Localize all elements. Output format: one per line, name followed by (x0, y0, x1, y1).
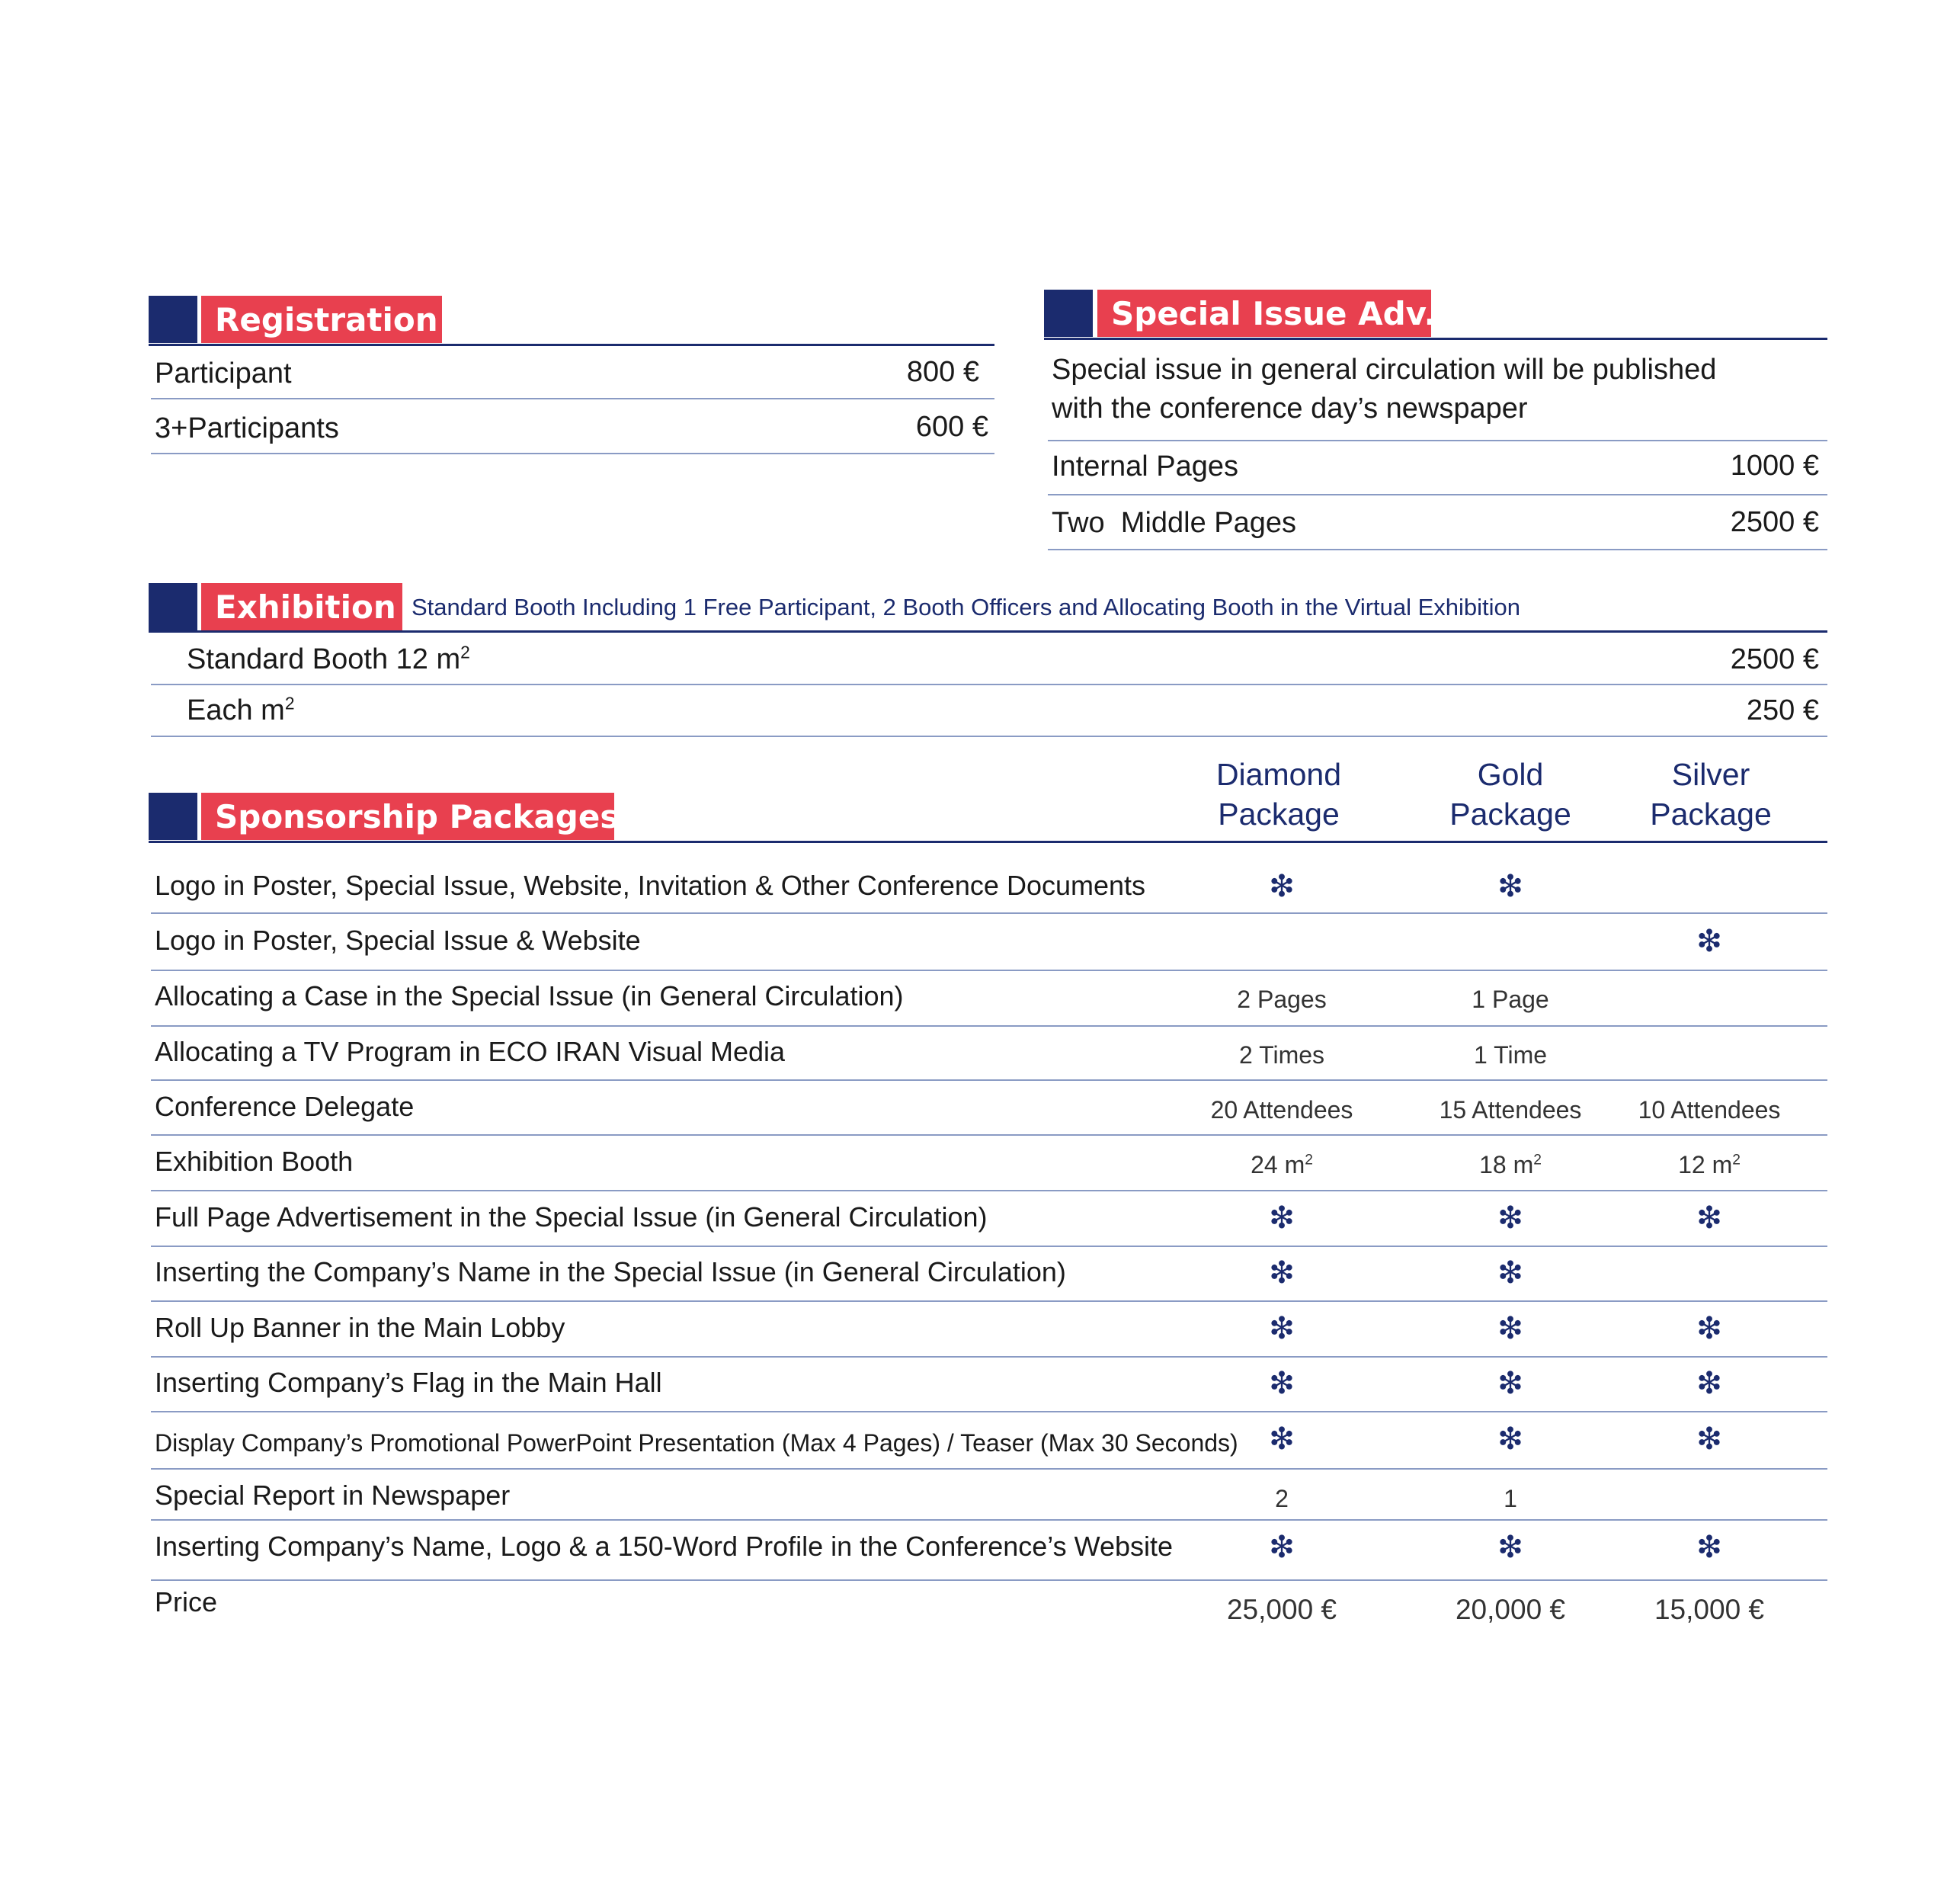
divider (151, 1025, 1827, 1027)
sponsorship-row-label: Special Report in Newspaper (155, 1480, 511, 1511)
sponsorship-row-label: Full Page Advertisement in the Special Issue (in General Circulation) (155, 1201, 988, 1233)
sponsorship-row-label: Inserting Company’s Flag in the Main Hall (155, 1367, 662, 1398)
registration-row-label: 3+Participants (155, 412, 339, 444)
sponsorship-cell: 1 Time (1473, 1041, 1548, 1069)
exhibition-row-label: Each $m^2$ (187, 693, 295, 726)
divider (151, 970, 1827, 971)
sponsorship-cell: 20 Attendees (1210, 1096, 1353, 1124)
divider (151, 1468, 1827, 1470)
divider (151, 912, 1827, 914)
sponsorship-row-label: Logo in Poster, Special Issue, Website, Invitation & Other Conference Documents (155, 870, 1146, 901)
included-check-icon: ❇ (1497, 1312, 1523, 1345)
sponsorship-row-label: Conference Delegate (155, 1091, 415, 1122)
included-check-icon: ❇ (1269, 870, 1295, 903)
sponsorship-row-label: Display Company’s Promotional PowerPoint Presentation (Max 4 Pages) / Teaser (Max 30 Seconds) (155, 1429, 1238, 1457)
divider (151, 1246, 1827, 1247)
exhibition-row-label: Standard Booth 12 $m^2$ (187, 642, 470, 675)
sponsorship-cell: 24 $m^2$ (1251, 1151, 1313, 1178)
sponsorship-cell: 2 (1275, 1485, 1289, 1512)
sponsorship-cell: 2 Pages (1237, 986, 1327, 1013)
included-check-icon: ❇ (1497, 1422, 1523, 1456)
special-issue-description: Special issue in general circulation will be published (1052, 354, 1717, 386)
package-price: 25,000 € (1226, 1594, 1337, 1625)
included-check-icon: ❇ (1269, 1531, 1295, 1564)
included-check-icon: ❇ (1269, 1422, 1295, 1456)
included-check-icon: ❇ (1696, 1201, 1722, 1235)
sponsorship-cell: 12 $m^2$ (1678, 1151, 1741, 1178)
section-marker (1044, 290, 1093, 337)
divider (151, 1134, 1827, 1136)
sponsorship-row-label: Allocating a TV Program in ECO IRAN Visual Media (155, 1036, 786, 1067)
divider (1048, 549, 1827, 550)
registration-row-price: 600 € (915, 411, 988, 443)
special-issue-row-label: Internal Pages (1052, 450, 1239, 483)
section-marker (149, 793, 197, 840)
included-check-icon: ❇ (1696, 1531, 1722, 1564)
sponsorship-cell: 18 $m^2$ (1479, 1151, 1542, 1178)
sponsorship-row-label: Roll Up Banner in the Main Lobby (155, 1312, 565, 1343)
exhibition-title: Exhibition (201, 583, 402, 630)
divider (151, 684, 1827, 685)
sponsorship-cell: 1 Page (1472, 986, 1549, 1013)
special-issue-title: Special Issue Adv. (1097, 290, 1431, 337)
gold-package-header: Gold Package (1449, 757, 1571, 832)
divider (151, 1579, 1827, 1581)
diamond-package-header: Diamond Package (1215, 757, 1342, 832)
included-check-icon: ❇ (1696, 1312, 1722, 1345)
registration-row-label: Participant (155, 357, 292, 390)
divider (151, 736, 1827, 737)
divider (151, 398, 994, 399)
divider (149, 841, 1827, 843)
divider (151, 1300, 1827, 1302)
sponsorship-title: Sponsorship Packages (201, 793, 614, 840)
divider (151, 1190, 1827, 1191)
exhibition-row-price: 2500 € (1730, 643, 1819, 675)
special-issue-description: with the conference day’s newspaper (1052, 393, 1528, 425)
section-marker (149, 296, 197, 343)
sponsorship-row-label: Exhibition Booth (155, 1146, 354, 1177)
included-check-icon: ❇ (1497, 870, 1523, 903)
included-check-icon: ❇ (1696, 1422, 1722, 1456)
sponsorship-cell: 1 (1504, 1485, 1517, 1512)
price-label: Price (155, 1586, 218, 1617)
included-check-icon: ❇ (1269, 1256, 1295, 1290)
included-check-icon: ❇ (1696, 1367, 1722, 1400)
sponsorship-row-label: Allocating a Case in the Special Issue (in General Circulation) (155, 980, 904, 1012)
special-issue-row-label: Two Middle Pages (1052, 507, 1297, 539)
sponsorship-cell: 2 Times (1238, 1041, 1325, 1069)
divider (1044, 338, 1827, 340)
included-check-icon: ❇ (1497, 1256, 1523, 1290)
silver-package-header: Silver Package (1650, 757, 1772, 832)
divider (151, 1356, 1827, 1358)
included-check-icon: ❇ (1269, 1312, 1295, 1345)
included-check-icon: ❇ (1497, 1531, 1523, 1564)
special-issue-row-price: 2500 € (1730, 506, 1819, 538)
sponsorship-row-label: Logo in Poster, Special Issue & Website (155, 925, 641, 956)
exhibition-row-price: 250 € (1746, 694, 1819, 726)
included-check-icon: ❇ (1497, 1367, 1523, 1400)
registration-row-price: 800 € (906, 356, 979, 388)
included-check-icon: ❇ (1696, 925, 1722, 958)
divider (149, 630, 1827, 633)
section-marker (149, 583, 197, 630)
divider (151, 1411, 1827, 1412)
divider (151, 453, 994, 454)
sponsorship-cell: 10 Attendees (1638, 1096, 1781, 1124)
included-check-icon: ❇ (1497, 1201, 1523, 1235)
special-issue-row-price: 1000 € (1730, 450, 1819, 482)
included-check-icon: ❇ (1269, 1367, 1295, 1400)
divider (151, 1519, 1827, 1521)
divider (1048, 494, 1827, 495)
package-price: 20,000 € (1455, 1594, 1566, 1625)
sponsorship-row-label: Inserting Company’s Name, Logo & a 150-Word Profile in the Conference’s Website (155, 1531, 1174, 1562)
included-check-icon: ❇ (1269, 1201, 1295, 1235)
registration-title: Registration (201, 296, 442, 343)
divider (149, 344, 994, 346)
divider (1048, 440, 1827, 441)
package-price: 15,000 € (1654, 1594, 1765, 1625)
divider (151, 1079, 1827, 1081)
exhibition-note: Standard Booth Including 1 Free Participant, 2 Booth Officers and Allocating Booth in the Virtual Exhibition (412, 594, 1521, 620)
sponsorship-cell: 15 Attendees (1439, 1096, 1582, 1124)
sponsorship-row-label: Inserting the Company’s Name in the Special Issue (in General Circulation) (155, 1256, 1066, 1287)
